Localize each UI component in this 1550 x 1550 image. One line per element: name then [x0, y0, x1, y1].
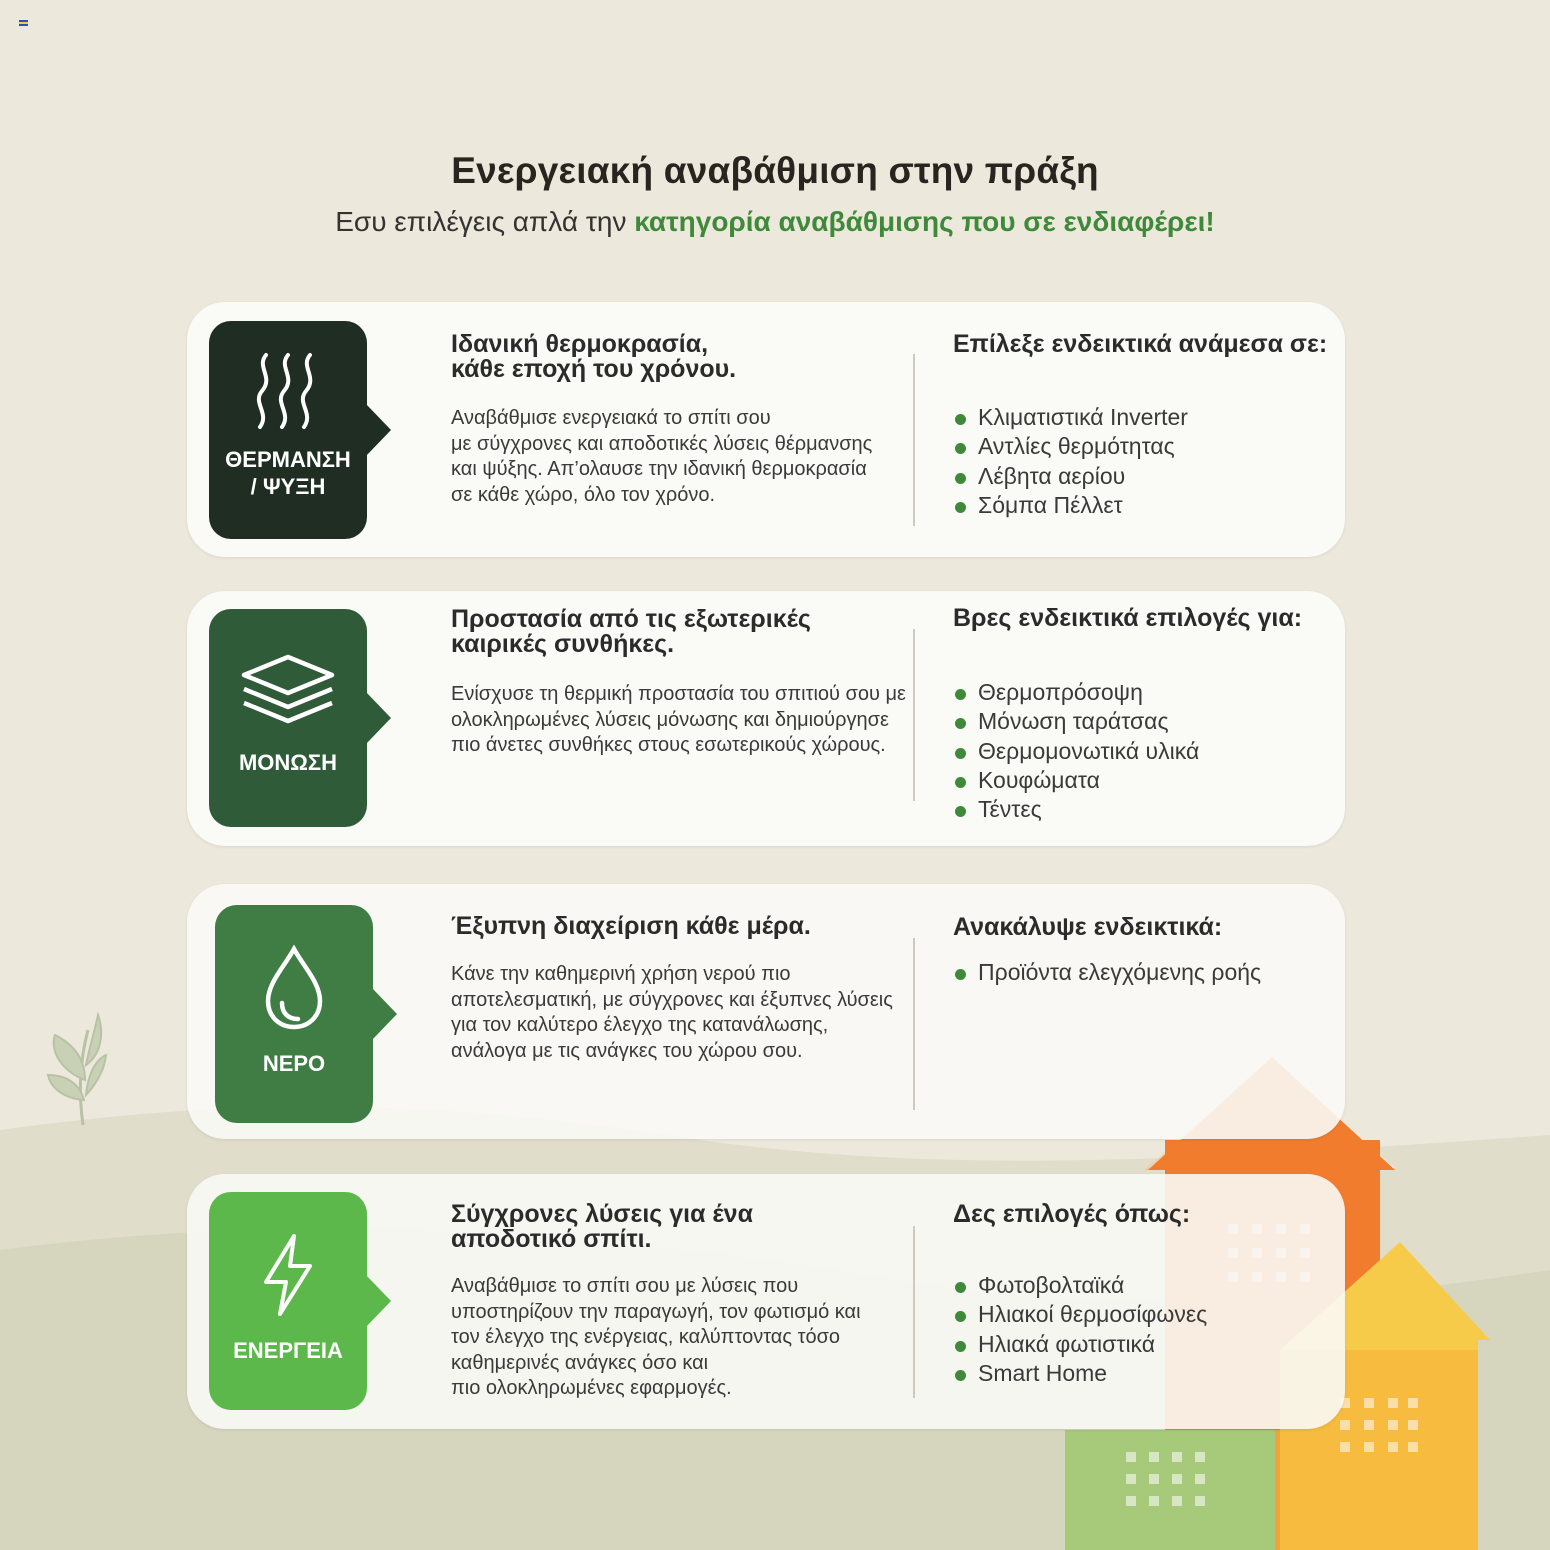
divider: [913, 938, 915, 1110]
layers-icon: [209, 653, 367, 727]
list-item[interactable]: Κουφώματα: [953, 766, 1199, 795]
subtitle-plain: Εσυ επιλέγεις απλά την: [335, 206, 635, 237]
badge-water[interactable]: [215, 905, 373, 1123]
subtitle-accent: κατηγορία αναβάθμισης που σε ενδιαφέρει!: [634, 206, 1215, 237]
list-item[interactable]: Φωτοβολταϊκά: [953, 1271, 1207, 1300]
heat-waves-icon: [209, 351, 367, 433]
card-heating-cooling[interactable]: [187, 302, 1345, 557]
list-title: Βρες ενδεικτικά επιλογές για:: [953, 604, 1303, 632]
card-title: Σύγχρονες λύσεις για ένα αποδοτικό σπίτι.: [451, 1200, 753, 1253]
page-subtitle: [0, 206, 1550, 238]
badge-label: ΝΕΡΟ: [262, 1051, 326, 1076]
list-item[interactable]: Προϊόντα ελεγχόμενης ροής: [953, 958, 1261, 987]
list-item[interactable]: Τέντες: [953, 795, 1199, 824]
list-item[interactable]: Θερμομονωτικά υλικά: [953, 737, 1199, 766]
badge-arrow: [365, 403, 391, 457]
badge-arrow: [365, 691, 391, 745]
divider: [913, 629, 915, 801]
card-description: Αναβάθμισε το σπίτι σου με λύσεις που υποστηρίζουν την παραγωγή, τον φωτισμό και τον έλεγχο της ενέργειας, καλύπτοντας τόσο καθημερινές ανάγκες όσο και πιο ολοκληρωμένες εφαρμογές.: [451, 1275, 861, 1399]
divider: [913, 354, 915, 526]
badge-label: ΘΕΡΜΑΝΣΗ / ΨΥΞΗ: [225, 447, 351, 499]
badge-arrow: [365, 1274, 391, 1328]
card-energy[interactable]: [187, 1174, 1345, 1429]
list-item[interactable]: Ηλιακά φωτιστικά: [953, 1330, 1207, 1359]
badge-arrow: [371, 987, 397, 1041]
divider: [913, 1226, 915, 1398]
list-item[interactable]: Αντλίες θερμότητας: [953, 432, 1188, 461]
list-item[interactable]: Μόνωση ταράτσας: [953, 707, 1199, 736]
card-title: Προστασία από τις εξωτερικές καιρικές συνθήκες.: [451, 605, 811, 658]
list-item[interactable]: Κλιματιστικά Inverter: [953, 403, 1188, 432]
badge-label: ΜΟΝΩΣΗ: [238, 750, 338, 775]
list-title: Ανακάλυψε ενδεικτικά:: [953, 913, 1223, 941]
list-item[interactable]: Ηλιακοί θερμοσίφωνες: [953, 1300, 1207, 1329]
badge-label: ΕΝΕΡΓΕΙΑ: [233, 1338, 343, 1363]
badge-insulation[interactable]: [209, 609, 367, 827]
lightning-bolt-icon: [209, 1232, 367, 1318]
list-item[interactable]: Smart Home: [953, 1359, 1207, 1388]
water-drop-icon: [215, 945, 373, 1031]
list-item[interactable]: Θερμοπρόσοψη: [953, 678, 1199, 707]
badge-energy[interactable]: [209, 1192, 367, 1410]
card-description: Κάνε την καθημερινή χρήση νερού πιο αποτελεσματική, με σύγχρονες και έξυπνες λύσεις για τον καλύτερο έλεγχο της κατανάλωσης, ανάλογα με τις ανάγκες του χώρου σου.: [451, 963, 893, 1062]
options-list: [953, 678, 1199, 824]
list-title: Επίλεξε ενδεικτικά ανάμεσα σε:: [953, 330, 1328, 358]
page-header: [0, 150, 1550, 238]
card-title: Ιδανική θερμοκρασία, κάθε εποχή του χρόνου.: [451, 330, 737, 383]
card-title: Έξυπνη διαχείριση κάθε μέρα.: [451, 912, 811, 940]
badge-heating-cooling[interactable]: [209, 321, 367, 539]
list-item[interactable]: Σόμπα Πέλλετ: [953, 491, 1188, 520]
options-list: [953, 958, 1261, 987]
options-list: [953, 1271, 1207, 1388]
card-water[interactable]: [187, 884, 1345, 1139]
card-insulation[interactable]: [187, 591, 1345, 846]
plant-icon: [48, 1015, 106, 1125]
list-title: Δες επιλογές όπως:: [953, 1200, 1191, 1228]
card-description: Ενίσχυσε τη θερμική προστασία του σπιτιού σου με ολοκληρωμένες λύσεις μόνωσης και δημιούργησε πιο άνετες συνθήκες στους εσωτερικούς χώρους.: [451, 683, 906, 756]
options-list: [953, 403, 1188, 520]
page-title: Ενεργειακή αναβάθμιση στην πράξη: [451, 150, 1099, 191]
list-item[interactable]: Λέβητα αερίου: [953, 462, 1188, 491]
card-description: Αναβάθμισε ενεργειακά το σπίτι σου με σύγχρονες και αποδοτικές λύσεις θέρμανσης και ψύξης. Απ’ολαυσε την ιδανική θερμοκρασία σε κάθε χώρο, όλο τον χρόνο.: [451, 407, 873, 506]
